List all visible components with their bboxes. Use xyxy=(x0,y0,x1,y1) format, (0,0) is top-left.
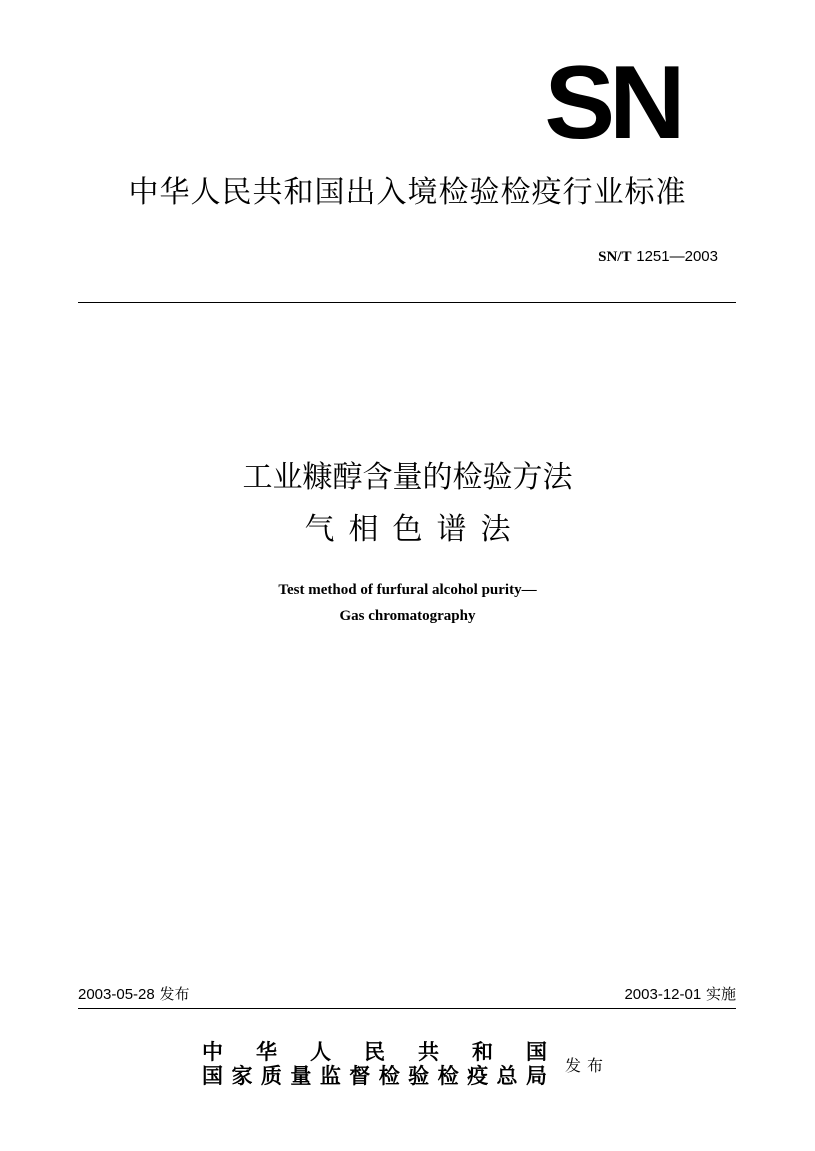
issuer-line2: 国家质量监督检验检疫总局 xyxy=(202,1063,547,1088)
implementation-date-value: 2003-12-01 xyxy=(624,986,702,1003)
issue-date-label: 发布 xyxy=(159,985,190,1003)
issue-date xyxy=(78,983,190,1006)
issue-date-value: 2003-05-28 xyxy=(78,986,155,1003)
sn-logo: SN xyxy=(544,45,680,161)
standard-code xyxy=(598,245,718,268)
implementation-date-label: 实施 xyxy=(705,985,736,1003)
english-title-line2: Gas chromatography xyxy=(339,608,476,624)
bottom-divider xyxy=(78,1008,736,1009)
top-divider xyxy=(78,302,736,303)
chinese-title-line2: 气相色谱法 xyxy=(304,512,525,547)
implementation-date xyxy=(624,983,736,1006)
standard-code-number: 1251—2003 xyxy=(636,248,718,265)
issue-word: 发布 xyxy=(565,1056,610,1075)
issuing-authorities xyxy=(202,1040,547,1088)
chinese-title-line1: 工业糠醇含量的检验方法 xyxy=(242,460,573,495)
english-title-line1: Test method of furfural alcohol purity— xyxy=(278,582,537,598)
standard-code-prefix: SN/T xyxy=(598,249,632,265)
issuer-line1: 中 华 人 民 共 和 国 xyxy=(202,1039,547,1064)
standard-category-title: 中华人民共和国出入境检验检疫行业标准 xyxy=(128,175,687,210)
